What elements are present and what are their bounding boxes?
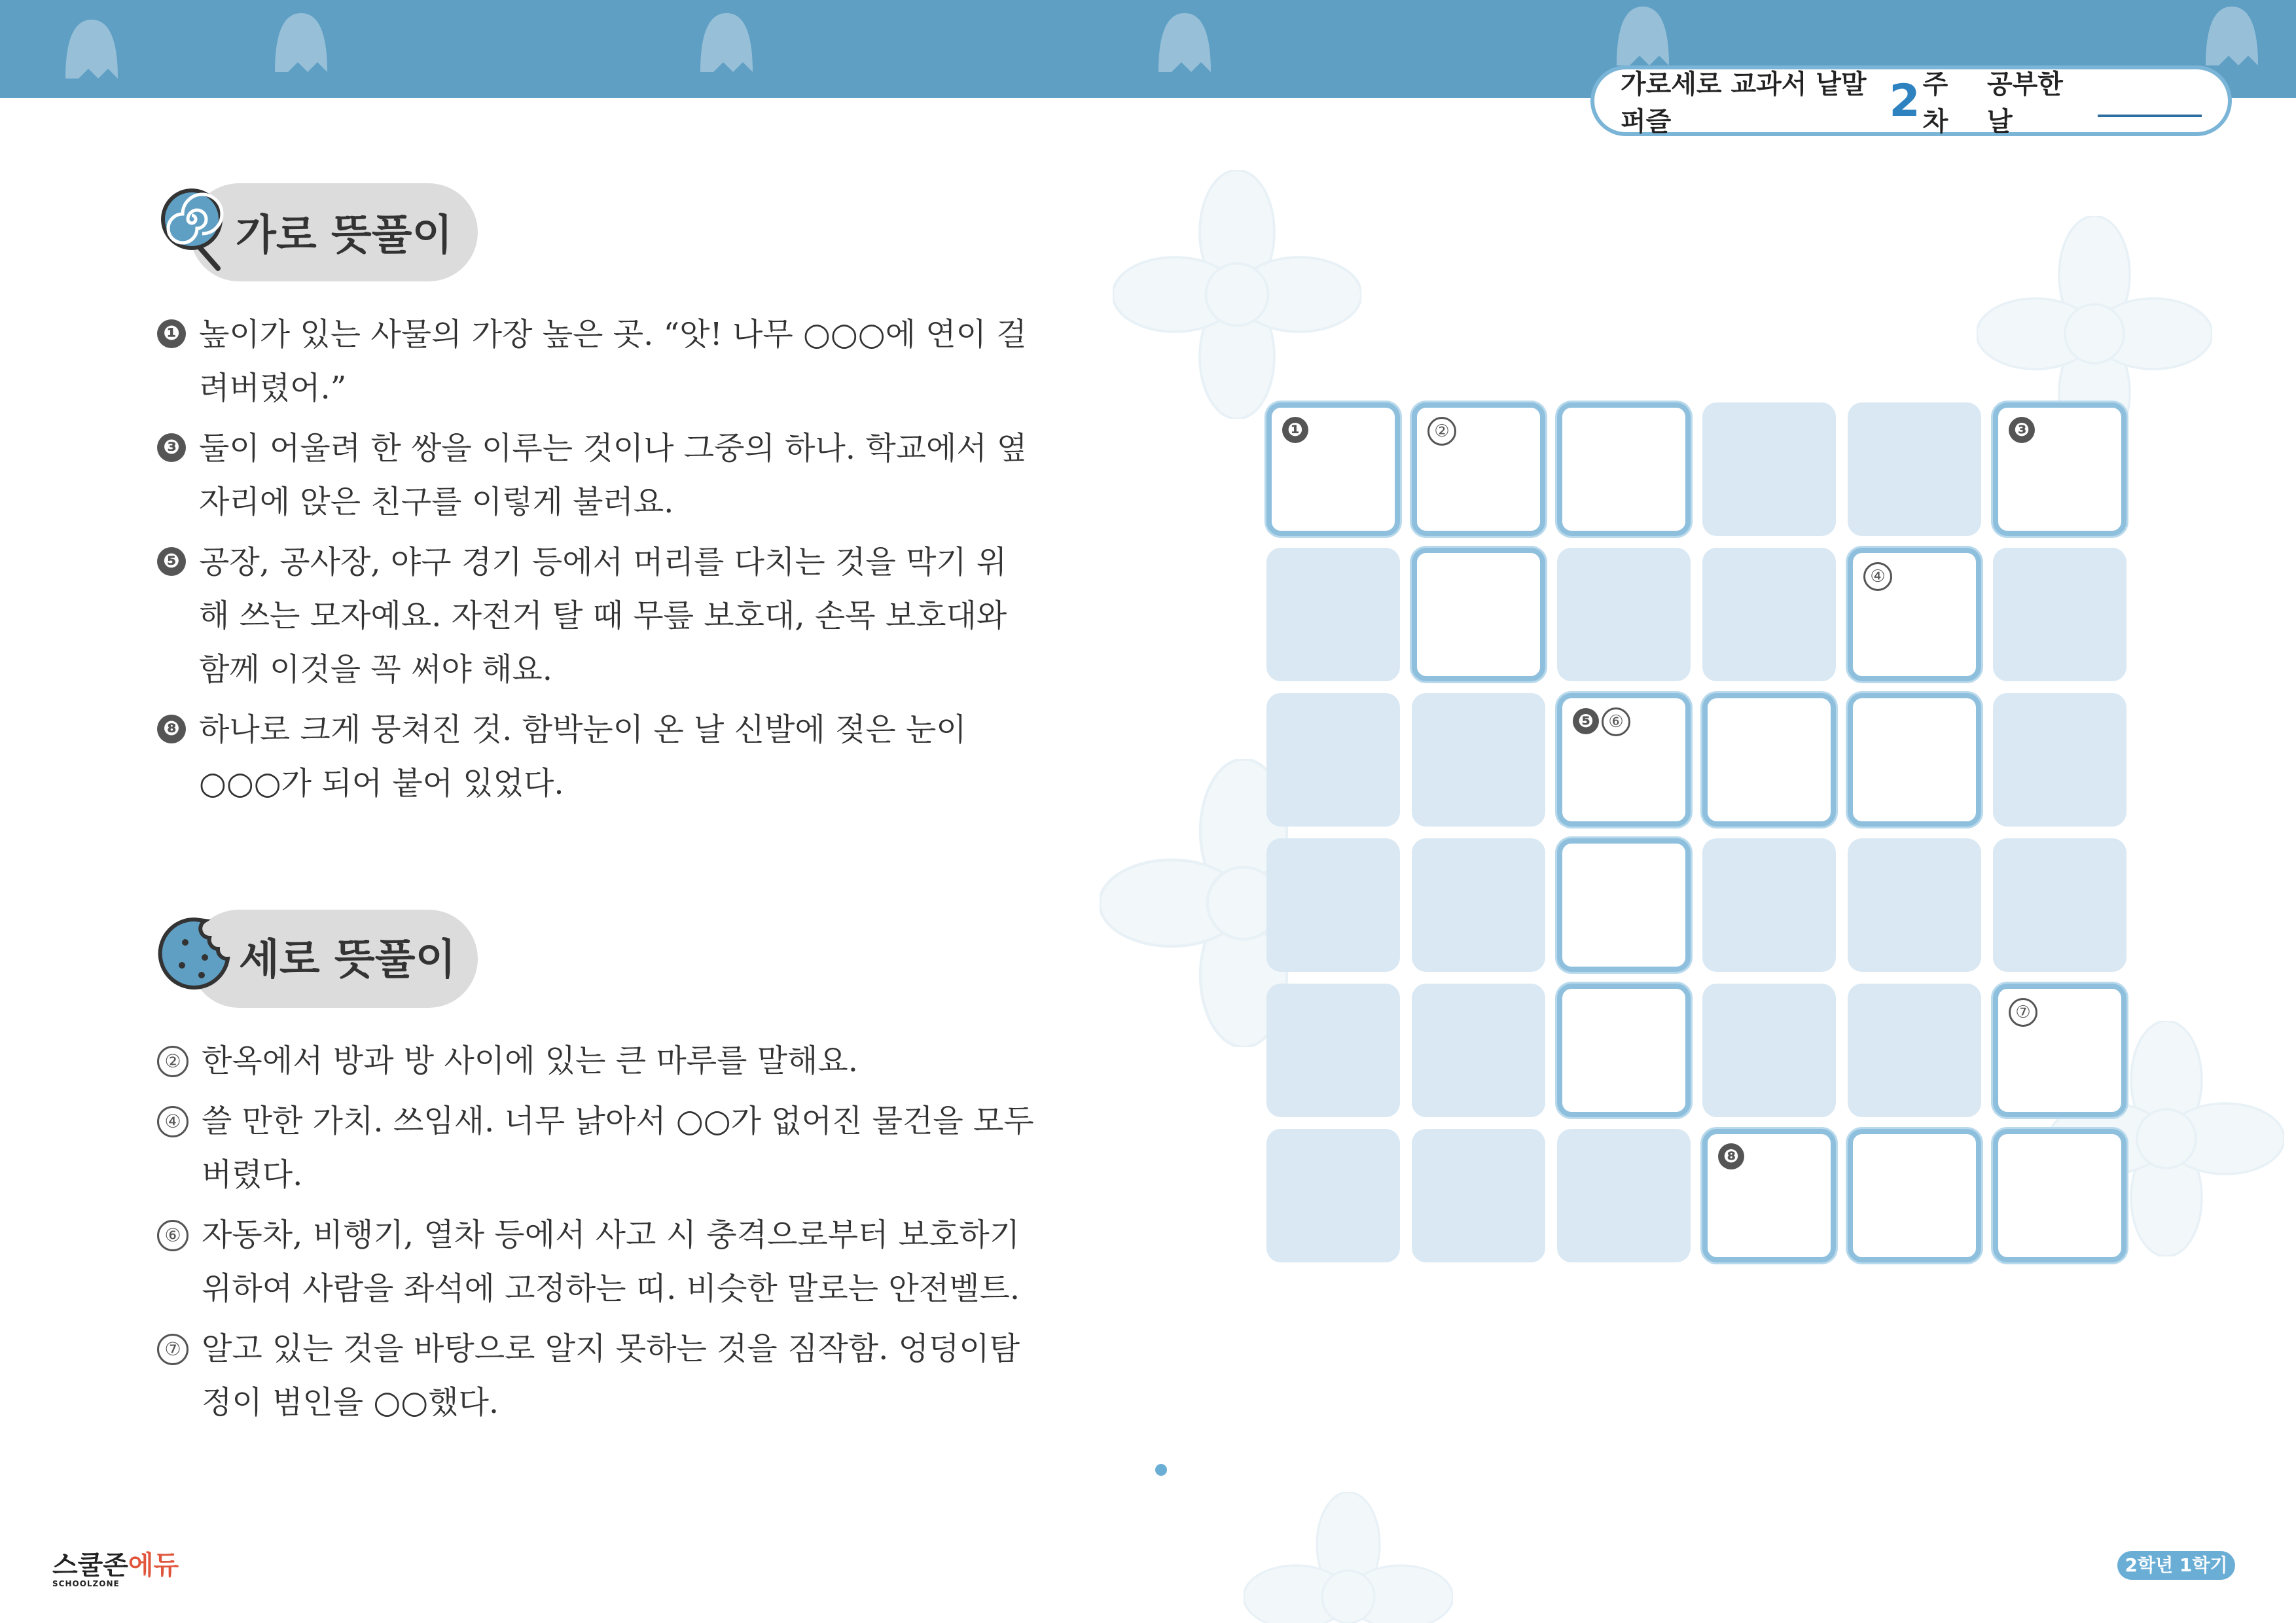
study-day-header: [1590, 65, 2232, 136]
across-title: 가로 뜻풀이: [236, 211, 453, 260]
study-day-label: 공부한 날: [1986, 69, 2063, 137]
logo-sub: SCHOOLZONE: [52, 1579, 120, 1588]
down-title: 세로 뜻풀이: [239, 936, 456, 984]
answer-cell[interactable]: [1848, 548, 1981, 681]
clue-number: ②: [157, 1046, 188, 1077]
blank-cell: [1702, 402, 1836, 536]
answer-cell[interactable]: [1702, 693, 1836, 827]
blank-cell: [1848, 984, 1981, 1117]
blank-cell: [1412, 693, 1545, 827]
answer-cell[interactable]: [1848, 693, 1981, 827]
blank-cell: [1412, 838, 1545, 972]
answer-cell[interactable]: [1993, 1129, 2126, 1262]
blank-cell: [1266, 548, 1400, 681]
across-clue: [157, 308, 1034, 415]
lollipop-icon: [156, 183, 234, 275]
blank-cell: [1412, 1129, 1545, 1262]
clue-number: ❽: [157, 715, 186, 743]
ghost-icon: [52, 13, 131, 85]
cell-number: ❺ ⑥: [1573, 707, 1630, 736]
cell-number: ⑦: [2009, 998, 2037, 1027]
week-number: 2: [1889, 75, 1920, 127]
across-clue: [157, 421, 1034, 529]
across-clue-list: [157, 308, 1034, 817]
answer-cell[interactable]: [1412, 402, 1545, 536]
blank-cell: [1557, 548, 1691, 681]
across-clue: [157, 535, 1034, 696]
blank-cell: [1702, 838, 1836, 972]
blank-cell: [1412, 984, 1545, 1117]
clue-number: ❶: [157, 319, 186, 348]
clue-text: 한옥에서 방과 방 사이에 있는 큰 마루를 말해요.: [202, 1043, 859, 1079]
page-indicator-dot: [1155, 1464, 1167, 1476]
clue-text: 높이가 있는 사물의 가장 높은 곳. “앗! 나무 ○○○에 연이 걸려버렸어.”: [199, 316, 1027, 406]
blank-cell: [1266, 693, 1400, 827]
across-clue: [157, 703, 1034, 810]
clue-text: 쓸 만한 가치. 쓰임새. 너무 낡아서 ○○가 없어진 물건을 모두 버렸다.: [202, 1103, 1034, 1193]
week-suffix: 주차: [1922, 69, 1948, 137]
study-day-input[interactable]: [2098, 84, 2202, 117]
flower-icon: [1113, 170, 1361, 419]
blank-cell: [1993, 548, 2126, 681]
blank-cell: [1266, 838, 1400, 972]
clue-number: ⑥: [157, 1220, 188, 1251]
blank-cell: [1702, 548, 1836, 681]
down-clue: [157, 1208, 1034, 1315]
puzzle-title: 가로세로 교과서 낱말퍼즐: [1621, 69, 1867, 137]
clue-text: 둘이 어울려 한 쌍을 이루는 것이나 그중의 하나. 학교에서 옆자리에 앉은 친구를 이렇게 불러요.: [199, 430, 1028, 520]
blank-cell: [1993, 838, 2126, 972]
clue-number: ④: [157, 1106, 188, 1137]
cookie-icon: [156, 913, 234, 998]
answer-cell[interactable]: [1266, 402, 1400, 536]
down-clue-list: [157, 1034, 1034, 1436]
logo-edu: 에듀: [128, 1550, 179, 1580]
ghost-icon: [1145, 7, 1224, 79]
answer-cell[interactable]: [1412, 548, 1545, 681]
logo-main: 스쿨존: [52, 1550, 128, 1580]
clue-text: 하나로 크게 뭉쳐진 것. 함박눈이 온 날 신발에 젖은 눈이 ○○○가 되어 붙어 있었다.: [199, 711, 967, 802]
answer-cell[interactable]: [1993, 984, 2126, 1117]
clue-number: ❸: [157, 433, 186, 462]
down-clue: [157, 1034, 1034, 1088]
answer-cell[interactable]: [1557, 984, 1691, 1117]
blank-cell: [1266, 1129, 1400, 1262]
blank-cell: [1266, 984, 1400, 1117]
answer-cell[interactable]: [1557, 838, 1691, 972]
cell-number: ❶: [1282, 417, 1308, 443]
answer-cell[interactable]: [1557, 402, 1691, 536]
clue-text: 알고 있는 것을 바탕으로 알지 못하는 것을 짐작함. 엉덩이탐정이 범인을 ○○했다.: [202, 1330, 1020, 1421]
ghost-icon: [687, 7, 766, 79]
blank-cell: [1848, 402, 1981, 536]
ghost-icon: [262, 7, 340, 79]
blank-cell: [1993, 693, 2126, 827]
down-clue: [157, 1322, 1034, 1429]
blank-cell: [1702, 984, 1836, 1117]
clue-number: ❺: [157, 547, 186, 576]
answer-cell[interactable]: [1993, 402, 2126, 536]
ghost-icon: [1604, 0, 1682, 72]
cell-number: ❽: [1718, 1143, 1744, 1169]
cell-number: ❸: [2009, 417, 2035, 443]
blank-cell: [1557, 1129, 1691, 1262]
down-clue: [157, 1094, 1034, 1202]
cell-number: ④: [1863, 562, 1892, 591]
grade-badge: 2학년 1학기: [2117, 1551, 2235, 1580]
answer-cell[interactable]: [1848, 1129, 1981, 1262]
clue-text: 공장, 공사장, 야구 경기 등에서 머리를 다치는 것을 막기 위해 쓰는 모자예요. 자전거 탈 때 무릎 보호대, 손목 보호대와 함께 이것을 꼭 써야 해요.: [199, 544, 1007, 688]
publisher-logo: [52, 1544, 179, 1588]
answer-cell[interactable]: [1702, 1129, 1836, 1262]
cell-number: ②: [1427, 417, 1456, 446]
blank-cell: [1848, 838, 1981, 972]
ghost-icon: [2193, 0, 2271, 72]
clue-number: ⑦: [157, 1334, 188, 1365]
answer-cell[interactable]: [1557, 693, 1691, 827]
clue-text: 자동차, 비행기, 열차 등에서 사고 시 충격으로부터 보호하기 위하여 사람을 좌석에 고정하는 띠. 비슷한 말로는 안전벨트.: [202, 1217, 1020, 1307]
flower-icon: [1244, 1492, 1453, 1623]
